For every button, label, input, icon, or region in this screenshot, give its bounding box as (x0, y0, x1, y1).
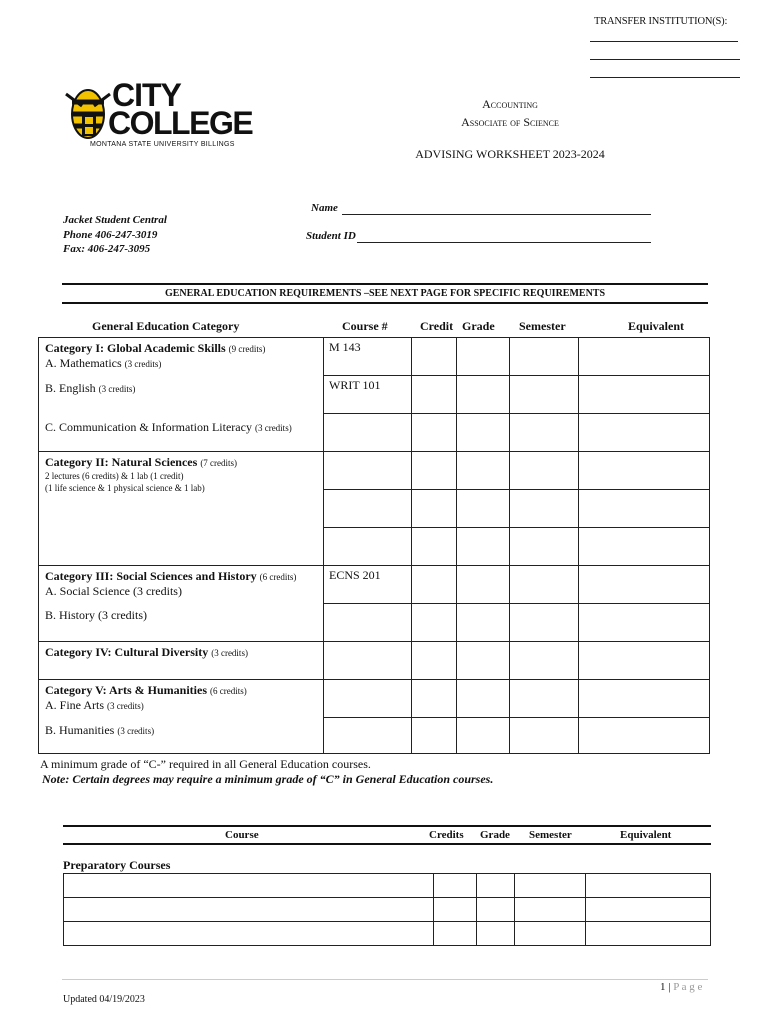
logo-subtitle: MONTANA STATE UNIVERSITY BILLINGS (90, 141, 235, 148)
transfer-institution-line-2[interactable] (590, 59, 740, 60)
category-3b-label: B. History (3 credits) (45, 608, 147, 622)
category-1a-credits: (3 credits) (124, 359, 162, 369)
page-number (660, 981, 702, 993)
office-fax: Fax: 406-247-3095 (63, 243, 151, 255)
equivalent-cell[interactable] (579, 414, 710, 452)
grade-cell[interactable] (457, 718, 510, 754)
category-5-credits: (6 credits) (210, 686, 247, 696)
logo-college-text: COLLEGE (108, 105, 253, 141)
category-1-cell (39, 338, 324, 452)
equivalent-cell[interactable] (579, 642, 710, 680)
col-header-course: Course # (342, 319, 388, 333)
semester-cell[interactable] (510, 680, 579, 718)
equivalent-cell[interactable] (579, 338, 710, 376)
category-5b-label: B. Humanities (45, 723, 115, 737)
category-1b-label: B. English (45, 381, 96, 395)
category-3a-label: A. Social Science (3 credits) (45, 584, 182, 598)
yellowjacket-logo-icon (64, 84, 112, 147)
category-2-cell (39, 452, 324, 566)
category-2-line-2: (1 life science & 1 physical science & 1 lab) (45, 483, 205, 493)
semester-cell[interactable] (515, 874, 586, 898)
equivalent-cell[interactable] (579, 490, 710, 528)
course-cell[interactable] (324, 718, 412, 754)
credits-cell[interactable] (434, 874, 477, 898)
semester-cell[interactable] (510, 604, 579, 642)
credit-cell[interactable] (412, 718, 457, 754)
program-title: Accounting (482, 97, 538, 111)
course-cell[interactable]: WRIT 101 (324, 376, 412, 414)
grade-cell[interactable] (457, 376, 510, 414)
credit-cell[interactable] (412, 376, 457, 414)
student-id-field[interactable] (357, 242, 651, 243)
semester-cell[interactable] (510, 642, 579, 680)
course-cell[interactable] (324, 490, 412, 528)
table-row (64, 874, 711, 898)
category-4-title: Category IV: Cultural Diversity (45, 645, 209, 659)
degree-title: Associate of Science (461, 115, 559, 129)
course-header: Course (225, 829, 259, 841)
office-phone: Phone 406-247-3019 (63, 229, 158, 241)
semester-cell[interactable] (515, 898, 586, 922)
grade-cell[interactable] (457, 680, 510, 718)
semester-cell[interactable] (510, 490, 579, 528)
equivalent-cell[interactable] (579, 452, 710, 490)
col-header-grade: Grade (462, 319, 495, 333)
name-field[interactable] (342, 214, 651, 215)
category-1a-label: A. Mathematics (45, 356, 122, 370)
course-cell[interactable] (324, 528, 412, 566)
min-grade-note: A minimum grade of “C-” required in all General Education courses. (40, 757, 371, 771)
equivalent-cell[interactable] (579, 376, 710, 414)
page-number-value: 1 (660, 981, 666, 993)
semester-cell[interactable] (510, 452, 579, 490)
category-5-cell (39, 680, 324, 754)
credit-cell[interactable] (412, 680, 457, 718)
page-word: P a g e (673, 981, 703, 993)
grade-cell[interactable] (477, 898, 515, 922)
semester-cell[interactable] (510, 566, 579, 604)
category-4-cell (39, 642, 324, 680)
course-cell[interactable] (64, 874, 434, 898)
category-5-title: Category V: Arts & Humanities (45, 683, 207, 697)
category-5b-credits: (3 credits) (117, 726, 155, 736)
course-cell[interactable] (324, 414, 412, 452)
updated-date: Updated 04/19/2023 (63, 994, 145, 1005)
semester-cell[interactable] (510, 376, 579, 414)
category-3-title: Category III: Social Sciences and History (45, 569, 257, 583)
category-1c-label: C. Communication & Information Literacy (45, 420, 252, 434)
grade-cell[interactable] (457, 414, 510, 452)
equivalent-cell[interactable] (586, 922, 711, 946)
category-3-cell (39, 566, 324, 642)
category-1-credits: (9 credits) (228, 344, 266, 354)
grade-cell[interactable] (457, 490, 510, 528)
credit-cell[interactable] (412, 490, 457, 528)
course-cell[interactable] (324, 452, 412, 490)
transfer-institution-line-1[interactable] (590, 41, 738, 42)
col-header-category: General Education Category (92, 319, 240, 333)
col-header-equivalent: Equivalent (628, 319, 685, 333)
credits-header: Credits (429, 829, 464, 841)
category-1b-credits: (3 credits) (98, 384, 136, 394)
gen-ed-table (38, 337, 710, 754)
degree-grade-note: Note: Certain degrees may require a minimum grade of “C” in General Education courses. (42, 772, 494, 786)
category-1-title: Category I: Global Academic Skills (45, 341, 226, 355)
equivalent-header: Equivalent (620, 829, 672, 841)
col-header-semester: Semester (519, 319, 566, 333)
gen-ed-banner-text: GENERAL EDUCATION REQUIREMENTS –SEE NEXT PAGE FOR SPECIFIC REQUIREMENTS (164, 288, 606, 299)
grade-header: Grade (480, 829, 510, 841)
course-cell[interactable] (324, 680, 412, 718)
equivalent-cell[interactable] (586, 898, 711, 922)
category-5a-label: A. Fine Arts (45, 698, 105, 712)
logo-city-text: CITY (112, 77, 181, 113)
preparatory-courses-table (63, 873, 711, 946)
course-cell[interactable] (64, 922, 434, 946)
grade-cell[interactable] (457, 452, 510, 490)
equivalent-cell[interactable] (579, 680, 710, 718)
worksheet-title: ADVISING WORKSHEET 2023-2024 (415, 147, 605, 161)
semester-cell[interactable] (515, 922, 586, 946)
category-4-credits: (3 credits) (211, 648, 248, 658)
grade-cell[interactable] (457, 642, 510, 680)
credit-cell[interactable] (412, 414, 457, 452)
col-header-credit: Credit (420, 319, 454, 333)
table-row (39, 680, 710, 718)
page-separator: | (668, 981, 671, 993)
course-cell[interactable] (324, 642, 412, 680)
name-label: Name (311, 202, 338, 214)
category-2-title: Category II: Natural Sciences (45, 455, 198, 469)
grade-cell[interactable] (457, 566, 510, 604)
grade-cell[interactable] (477, 922, 515, 946)
category-5a-credits: (3 credits) (107, 701, 144, 711)
credits-cell[interactable] (434, 922, 477, 946)
category-2-line-1: 2 lectures (6 credits) & 1 lab (1 credit) (45, 471, 184, 481)
table-row (39, 452, 710, 490)
transfer-institution-label: TRANSFER INSTITUTION(S): (594, 16, 728, 27)
course-cell[interactable] (324, 604, 412, 642)
student-id-label: Student ID (306, 230, 356, 242)
grade-cell[interactable] (477, 874, 515, 898)
course-table-header (63, 825, 711, 845)
footer-divider (62, 979, 708, 980)
equivalent-cell[interactable] (579, 718, 710, 754)
semester-cell[interactable] (510, 718, 579, 754)
category-3-credits: (6 credits) (259, 572, 297, 582)
course-cell[interactable]: M 143 (324, 338, 412, 376)
credit-cell[interactable] (412, 642, 457, 680)
table-row (39, 642, 710, 680)
credit-cell[interactable] (412, 338, 457, 376)
grade-cell[interactable] (457, 528, 510, 566)
credit-cell[interactable] (412, 566, 457, 604)
credits-cell[interactable] (434, 898, 477, 922)
preparatory-courses-label: Preparatory Courses (63, 858, 171, 872)
transfer-institution-line-3[interactable] (590, 77, 740, 78)
equivalent-cell[interactable] (579, 528, 710, 566)
table-row (64, 922, 711, 946)
course-cell[interactable] (64, 898, 434, 922)
equivalent-cell[interactable] (579, 604, 710, 642)
table-row (64, 898, 711, 922)
gen-ed-banner (62, 283, 708, 304)
category-2-credits: (7 credits) (200, 458, 238, 468)
credit-cell[interactable] (412, 528, 457, 566)
semester-header: Semester (529, 829, 572, 841)
category-1c-credits: (3 credits) (254, 423, 292, 433)
office-name: Jacket Student Central (63, 214, 167, 226)
equivalent-cell[interactable] (586, 874, 711, 898)
equivalent-cell[interactable] (579, 566, 710, 604)
credit-cell[interactable] (412, 452, 457, 490)
grade-cell[interactable] (457, 604, 510, 642)
grade-cell[interactable] (457, 338, 510, 376)
semester-cell[interactable] (510, 414, 579, 452)
table-row (39, 566, 710, 604)
table-row (39, 338, 710, 376)
semester-cell[interactable] (510, 338, 579, 376)
semester-cell[interactable] (510, 528, 579, 566)
credit-cell[interactable] (412, 604, 457, 642)
course-cell[interactable]: ECNS 201 (324, 566, 412, 604)
